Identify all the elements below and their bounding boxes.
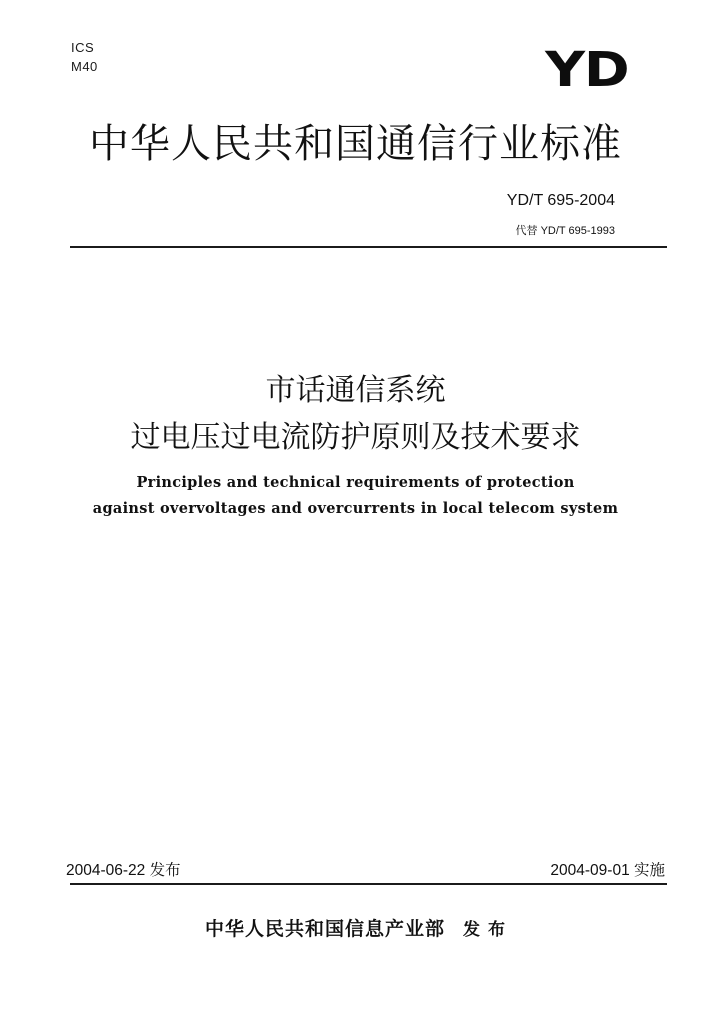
ics-label: ICS [71, 40, 95, 55]
implementation-date: 2004-09-01 实施 [550, 862, 665, 879]
header-divider [70, 246, 667, 248]
publish-word: 发 布 [463, 920, 506, 940]
title-zh-line-2: 过电压过电流防护原则及技术要求 [130, 420, 581, 455]
classification-code: M40 [71, 59, 98, 74]
replaces-standard: 代替 YD/T 695-1993 [515, 225, 615, 237]
organization-title: 中华人民共和国通信行业标准 [89, 121, 622, 167]
standard-number: YD/T 695-2004 [506, 192, 615, 209]
yd-logo: YD [545, 42, 629, 98]
title-en-line-1: Principles and technical requirements of protection [136, 474, 575, 491]
issue-date: 2004-06-22 发布 [66, 862, 181, 879]
footer-divider [70, 883, 667, 885]
publisher-name: 中华人民共和国信息产业部 [205, 918, 446, 940]
publisher-line [0, 914, 711, 941]
title-zh-line-1: 市话通信系统 [265, 373, 446, 408]
title-en-line-2: against overvoltages and overcurrents in local telecom system [92, 500, 619, 517]
